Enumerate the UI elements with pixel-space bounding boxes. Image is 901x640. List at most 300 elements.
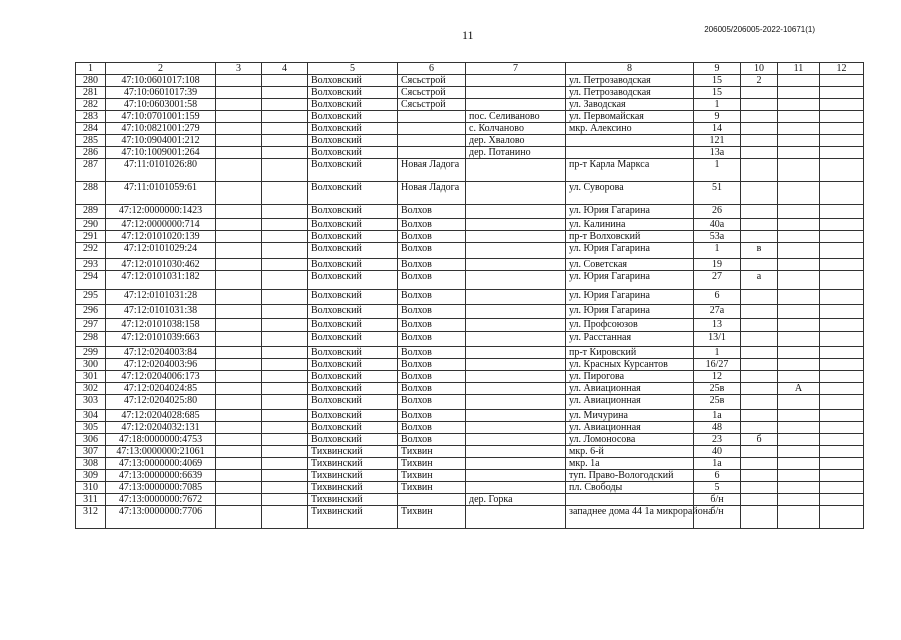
table-cell [216, 159, 262, 182]
table-cell: 1 [694, 243, 741, 259]
table-cell: 47:12:0204025:80 [106, 395, 216, 410]
table-cell: ул. Профсоюзов [566, 319, 694, 332]
table-cell: Волхов [398, 332, 466, 347]
table-cell: 47:12:0204024:85 [106, 383, 216, 395]
table-cell [741, 422, 778, 434]
table-cell [262, 470, 308, 482]
table-cell: пос. Селиваново [466, 111, 566, 123]
table-cell [262, 410, 308, 422]
table-cell: 286 [76, 147, 106, 159]
table-cell [262, 446, 308, 458]
table-cell: дер. Хвалово [466, 135, 566, 147]
table-cell [466, 422, 566, 434]
table-row [76, 422, 864, 434]
table-cell: 47:12:0101020:139 [106, 231, 216, 243]
table-cell: 303 [76, 395, 106, 410]
table-row [76, 347, 864, 359]
table-cell [262, 205, 308, 219]
table-cell: 311 [76, 494, 106, 506]
table-row [76, 332, 864, 347]
table-cell: Волховский [308, 395, 398, 410]
table-cell: 47:13:0000000:7672 [106, 494, 216, 506]
table-cell [778, 371, 820, 383]
table-cell: Волхов [398, 434, 466, 446]
table-cell [778, 482, 820, 494]
table-cell [398, 494, 466, 506]
table-row [76, 205, 864, 219]
table-cell [820, 159, 864, 182]
table-cell [262, 99, 308, 111]
table-cell: Тихвин [398, 446, 466, 458]
table-cell: Тихвин [398, 458, 466, 470]
table-cell [216, 458, 262, 470]
table-cell [566, 135, 694, 147]
table-row [76, 231, 864, 243]
table-cell: ул. Авиационная [566, 395, 694, 410]
table-cell: 19 [694, 259, 741, 271]
table-cell: Тихвинский [308, 446, 398, 458]
table-cell: 290 [76, 219, 106, 231]
table-cell: 47:13:0000000:4069 [106, 458, 216, 470]
table-cell [820, 410, 864, 422]
table-cell: Волховский [308, 135, 398, 147]
table-cell [466, 446, 566, 458]
table-cell: Волхов [398, 290, 466, 305]
table-cell: Волхов [398, 205, 466, 219]
table-cell: Тихвинский [308, 470, 398, 482]
table-cell: 1 [694, 159, 741, 182]
table-cell: Волховский [308, 205, 398, 219]
table-cell: 282 [76, 99, 106, 111]
table-cell [820, 434, 864, 446]
table-cell [216, 87, 262, 99]
table-cell [216, 494, 262, 506]
table-cell [216, 219, 262, 231]
table-cell: ул. Авиационная [566, 422, 694, 434]
table-cell [741, 290, 778, 305]
table-cell: Волховский [308, 99, 398, 111]
table-cell: 13а [694, 147, 741, 159]
table-cell [398, 135, 466, 147]
table-cell: 300 [76, 359, 106, 371]
table-cell [820, 395, 864, 410]
table-cell [741, 371, 778, 383]
table-row [76, 219, 864, 231]
table-cell [262, 347, 308, 359]
table-cell: 47:12:0204003:96 [106, 359, 216, 371]
table-cell [466, 87, 566, 99]
table-row [76, 135, 864, 147]
table-cell [820, 506, 864, 529]
table-cell: 306 [76, 434, 106, 446]
table-row [76, 111, 864, 123]
table-cell [216, 371, 262, 383]
table-cell: 13/1 [694, 332, 741, 347]
table-cell: ул. Калинина [566, 219, 694, 231]
table-cell [262, 290, 308, 305]
table-cell: ул. Первомайская [566, 111, 694, 123]
table-cell: Волховский [308, 371, 398, 383]
table-cell [262, 159, 308, 182]
table-cell [466, 159, 566, 182]
table-row [76, 290, 864, 305]
table-cell [398, 147, 466, 159]
table-cell [216, 259, 262, 271]
table-cell: ул. Юрия Гагарина [566, 271, 694, 290]
table-cell: 51 [694, 182, 741, 205]
table-cell: ул. Юрия Гагарина [566, 243, 694, 259]
table-cell [262, 111, 308, 123]
table-cell [820, 371, 864, 383]
table-cell: ул. Советская [566, 259, 694, 271]
table-cell: 25в [694, 395, 741, 410]
table-cell: Волховский [308, 231, 398, 243]
table-row [76, 494, 864, 506]
table-cell: Волхов [398, 422, 466, 434]
table-cell [741, 319, 778, 332]
table-cell: Тихвинский [308, 506, 398, 529]
table-cell: 312 [76, 506, 106, 529]
table-cell: А [778, 383, 820, 395]
table-cell [778, 147, 820, 159]
table-cell: 15 [694, 75, 741, 87]
table-cell [820, 319, 864, 332]
table-cell: мкр. 1а [566, 458, 694, 470]
table-cell [820, 123, 864, 135]
table-cell: 47:12:0204003:84 [106, 347, 216, 359]
table-cell [741, 87, 778, 99]
table-cell [466, 271, 566, 290]
table-cell: Тихвин [398, 470, 466, 482]
table-cell [820, 99, 864, 111]
table-cell [820, 243, 864, 259]
table-cell: 47:13:0000000:21061 [106, 446, 216, 458]
table-cell [820, 87, 864, 99]
table-cell: 48 [694, 422, 741, 434]
table-cell [820, 182, 864, 205]
table-cell: 47:12:0101031:182 [106, 271, 216, 290]
table-cell [566, 494, 694, 506]
table-cell [820, 111, 864, 123]
table-cell [741, 446, 778, 458]
table-cell [741, 182, 778, 205]
table-cell [778, 205, 820, 219]
table-cell: 1а [694, 410, 741, 422]
table-cell [216, 147, 262, 159]
table-cell [216, 99, 262, 111]
table-cell [216, 243, 262, 259]
table-cell [466, 434, 566, 446]
table-cell [741, 305, 778, 319]
table-cell: 307 [76, 446, 106, 458]
table-cell [778, 111, 820, 123]
document-id: 206005/206005-2022-10671(1) [704, 25, 815, 34]
table-cell [741, 147, 778, 159]
table-cell: дер. Потанино [466, 147, 566, 159]
table-cell [466, 395, 566, 410]
table-header-row [76, 63, 864, 75]
table-cell [741, 99, 778, 111]
table-cell: 47:11:0101026:80 [106, 159, 216, 182]
column-header-9: 9 [694, 63, 741, 75]
table-cell: 40 [694, 446, 741, 458]
table-cell: 47:11:0101059:61 [106, 182, 216, 205]
table-cell: Волховский [308, 359, 398, 371]
table-cell [216, 434, 262, 446]
table-cell: Волховский [308, 182, 398, 205]
table-cell: Волхов [398, 231, 466, 243]
table-cell: 287 [76, 159, 106, 182]
table-cell: 47:12:0101031:28 [106, 290, 216, 305]
table-cell [778, 359, 820, 371]
table-cell: Волхов [398, 410, 466, 422]
table-cell: 9 [694, 111, 741, 123]
table-cell [820, 482, 864, 494]
table-cell [216, 359, 262, 371]
table-cell: Волховский [308, 75, 398, 87]
table-cell: Волховский [308, 305, 398, 319]
table-row [76, 319, 864, 332]
table-cell: ул. Юрия Гагарина [566, 305, 694, 319]
table-cell: Волховский [308, 422, 398, 434]
table-cell: Волховский [308, 159, 398, 182]
table-cell [820, 219, 864, 231]
table-row [76, 271, 864, 290]
table-cell [216, 231, 262, 243]
table-cell [466, 219, 566, 231]
table-row [76, 446, 864, 458]
table-cell: Волховский [308, 123, 398, 135]
table-row [76, 159, 864, 182]
table-cell: в [741, 243, 778, 259]
table-row [76, 243, 864, 259]
table-cell: мкр. Алексино [566, 123, 694, 135]
table-cell [820, 422, 864, 434]
table-cell [216, 422, 262, 434]
table-cell: Тихвинский [308, 494, 398, 506]
table-cell [778, 99, 820, 111]
table-cell [262, 494, 308, 506]
table-cell [820, 332, 864, 347]
table-cell: Волховский [308, 219, 398, 231]
table-cell [216, 111, 262, 123]
table-cell: 47:12:0101039:663 [106, 332, 216, 347]
table-cell [262, 395, 308, 410]
table-cell [741, 359, 778, 371]
table-cell [262, 383, 308, 395]
table-cell: 53а [694, 231, 741, 243]
table-cell [216, 123, 262, 135]
table-cell [778, 75, 820, 87]
table-cell [466, 506, 566, 529]
table-cell [778, 332, 820, 347]
table-cell [216, 446, 262, 458]
table-cell: 47:12:0101031:38 [106, 305, 216, 319]
table-cell: 310 [76, 482, 106, 494]
table-cell [262, 359, 308, 371]
table-cell: 284 [76, 123, 106, 135]
table-cell [216, 135, 262, 147]
table-body [76, 75, 864, 529]
table-cell: Волховский [308, 410, 398, 422]
table-cell [466, 383, 566, 395]
table-cell: Сясьстрой [398, 75, 466, 87]
table-cell: 27 [694, 271, 741, 290]
table-cell [778, 87, 820, 99]
table-cell [778, 470, 820, 482]
table-cell [741, 219, 778, 231]
table-cell [216, 482, 262, 494]
table-cell: 47:12:0000000:1423 [106, 205, 216, 219]
table-cell [820, 359, 864, 371]
table-cell [741, 231, 778, 243]
table-cell [778, 395, 820, 410]
table-cell: 47:12:0204028:685 [106, 410, 216, 422]
table-cell: 308 [76, 458, 106, 470]
table-cell: 47:10:0603001:58 [106, 99, 216, 111]
table-cell [741, 506, 778, 529]
table-cell [262, 305, 308, 319]
table-cell [778, 434, 820, 446]
table-row [76, 147, 864, 159]
table-cell [566, 147, 694, 159]
table-cell: Волховский [308, 259, 398, 271]
table-cell: 302 [76, 383, 106, 395]
table-cell [741, 410, 778, 422]
table-cell: Волхов [398, 383, 466, 395]
table-cell: 6 [694, 470, 741, 482]
table-cell [741, 458, 778, 470]
table-cell [262, 87, 308, 99]
table-cell [216, 347, 262, 359]
table-cell [466, 182, 566, 205]
table-row [76, 259, 864, 271]
column-header-7: 7 [466, 63, 566, 75]
table-cell: Волховский [308, 243, 398, 259]
table-cell: 23 [694, 434, 741, 446]
table-cell [466, 332, 566, 347]
table-cell [820, 383, 864, 395]
table-cell [778, 259, 820, 271]
table-cell: 47:10:0904001:212 [106, 135, 216, 147]
table-row [76, 458, 864, 470]
table-cell: 47:12:0101030:462 [106, 259, 216, 271]
table-cell [741, 159, 778, 182]
table-cell: Волховский [308, 347, 398, 359]
table-cell [398, 111, 466, 123]
table-cell [741, 383, 778, 395]
table-cell [466, 371, 566, 383]
table-row [76, 182, 864, 205]
table-cell: пр-т Волховский [566, 231, 694, 243]
table-cell [778, 243, 820, 259]
column-header-8: 8 [566, 63, 694, 75]
table-cell [466, 458, 566, 470]
table-cell: 309 [76, 470, 106, 482]
table-cell [778, 219, 820, 231]
table-cell: Волхов [398, 271, 466, 290]
table-cell: 1а [694, 458, 741, 470]
table-cell: 26 [694, 205, 741, 219]
table-cell: 47:10:1009001:264 [106, 147, 216, 159]
table-cell [741, 347, 778, 359]
table-cell: ул. Петрозаводская [566, 87, 694, 99]
table-cell: 5 [694, 482, 741, 494]
table-cell: б [741, 434, 778, 446]
table-cell: 1 [694, 99, 741, 111]
table-cell: мкр. 6-й [566, 446, 694, 458]
table-cell [262, 506, 308, 529]
table-cell: Волхов [398, 243, 466, 259]
table-cell: дер. Горка [466, 494, 566, 506]
table-cell: Тихвин [398, 482, 466, 494]
table-cell: ул. Мичурина [566, 410, 694, 422]
table-cell [262, 371, 308, 383]
table-cell [778, 458, 820, 470]
table-cell [820, 305, 864, 319]
table-cell [262, 434, 308, 446]
table-cell [466, 290, 566, 305]
column-header-5: 5 [308, 63, 398, 75]
table-cell [262, 332, 308, 347]
table-cell: а [741, 271, 778, 290]
table-cell: Тихвинский [308, 458, 398, 470]
table-cell: 295 [76, 290, 106, 305]
table-cell [778, 422, 820, 434]
table-cell [778, 494, 820, 506]
table-cell: 293 [76, 259, 106, 271]
table-cell: Волхов [398, 259, 466, 271]
table-cell: ул. Юрия Гагарина [566, 205, 694, 219]
table-cell [820, 458, 864, 470]
table-cell [216, 319, 262, 332]
table-row [76, 470, 864, 482]
table-cell [262, 482, 308, 494]
table-cell: пл. Свободы [566, 482, 694, 494]
table-cell: 1 [694, 347, 741, 359]
table-cell [778, 305, 820, 319]
table-cell: 47:18:0000000:4753 [106, 434, 216, 446]
table-cell: 47:12:0000000:714 [106, 219, 216, 231]
table-cell: Сясьстрой [398, 99, 466, 111]
table-cell: 47:10:0601017:39 [106, 87, 216, 99]
table-cell [741, 111, 778, 123]
table-cell: 294 [76, 271, 106, 290]
table-cell [820, 347, 864, 359]
table-row [76, 75, 864, 87]
table-cell: 305 [76, 422, 106, 434]
table-cell: Тихвин [398, 506, 466, 529]
table-cell: 47:12:0101038:158 [106, 319, 216, 332]
table-cell [466, 319, 566, 332]
table-cell: Волховский [308, 383, 398, 395]
table-row [76, 434, 864, 446]
table-cell: 12 [694, 371, 741, 383]
table-cell: 283 [76, 111, 106, 123]
table-cell: 280 [76, 75, 106, 87]
table-cell: Тихвинский [308, 482, 398, 494]
table-cell [820, 494, 864, 506]
table-cell: 6 [694, 290, 741, 305]
table-cell: 25в [694, 383, 741, 395]
table-cell: 296 [76, 305, 106, 319]
column-header-3: 3 [216, 63, 262, 75]
table-cell [466, 347, 566, 359]
table-cell [398, 123, 466, 135]
table-cell [820, 470, 864, 482]
table-cell: Волховский [308, 434, 398, 446]
table-cell: 121 [694, 135, 741, 147]
